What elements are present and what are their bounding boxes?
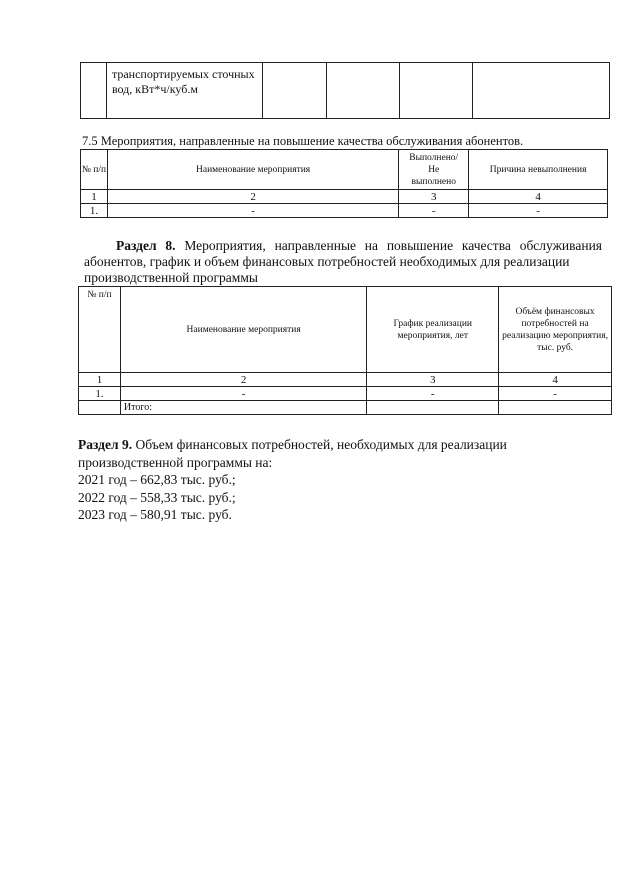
table-row: [79, 387, 612, 401]
year-2021-amount: 2021 год – 662,83 тыс. руб.;: [78, 472, 236, 487]
row-schedule: -: [367, 387, 499, 401]
section-9-label: Раздел 9.: [78, 437, 133, 452]
header-done: [399, 150, 469, 190]
section-8-text: Мероприятия, направленные на повышение качества обслуживания абонентов, график и объем финансовых потребностей необходимых для реализации: [84, 238, 603, 269]
col-number: 4: [469, 190, 608, 204]
section-8-label: Раздел 8.: [116, 238, 176, 253]
section-8-text-last: производственной программы: [84, 270, 258, 285]
col-number: 4: [499, 373, 612, 387]
table-row: [79, 373, 612, 387]
table-cell: [326, 63, 400, 119]
col-number: 3: [367, 373, 499, 387]
row-name: -: [107, 204, 398, 218]
col-number: 2: [120, 373, 366, 387]
col-number: 3: [399, 190, 469, 204]
header-name: Наименование мероприятия: [120, 287, 366, 373]
year-2022-amount: 2022 год – 558,33 тыс. руб.;: [78, 489, 236, 505]
table-cell: [400, 63, 473, 119]
col-number: 2: [107, 190, 398, 204]
table-cell: [81, 63, 107, 119]
section-7-5-table: [80, 149, 608, 218]
col-number: 1: [79, 373, 121, 387]
table-cell: [79, 401, 121, 415]
header-reason: Причина невыполнения: [469, 150, 608, 190]
header-schedule: График реализации мероприятия, лет: [367, 287, 499, 373]
row-no: 1.: [81, 204, 108, 218]
section-9-text-line2: производственной программы на:: [78, 454, 273, 470]
section-8-paragraph: [84, 238, 602, 286]
row-name: -: [120, 387, 366, 401]
row-done: -: [399, 204, 469, 218]
total-label: Итого:: [120, 401, 366, 415]
table-cell: [367, 401, 499, 415]
section-9: [78, 436, 598, 524]
header-no: № п/п: [79, 287, 121, 373]
table-row: [81, 204, 608, 218]
section-9-text-line1: Объем финансовых потребностей, необходимых для реализации: [132, 437, 507, 452]
section-7-5-heading: 7.5 Мероприятия, направленные на повышение качества обслуживания абонентов.: [82, 134, 524, 148]
header-done-line3: выполнено: [411, 176, 456, 187]
table-cell: [499, 401, 612, 415]
header-name: Наименование мероприятия: [107, 150, 398, 190]
previous-table-fragment: [80, 62, 610, 119]
section-8-table: [78, 286, 612, 415]
indicator-name-cell: транспортируемых сточных вод, кВт*ч/куб.м: [106, 63, 262, 119]
year-2023-amount: 2023 год – 580,91 тыс. руб.: [78, 507, 232, 522]
table-cell: [473, 63, 610, 119]
col-number: 1: [81, 190, 108, 204]
header-no: № п/п: [81, 150, 108, 190]
row-volume: -: [499, 387, 612, 401]
row-reason: -: [469, 204, 608, 218]
table-row-total: [79, 401, 612, 415]
header-volume: Объём финансовых потребностей на реализацию мероприятия, тыс. руб.: [499, 287, 612, 373]
table-row: [81, 190, 608, 204]
header-done-line1: Выполнено/: [409, 152, 459, 163]
table-cell: [262, 63, 326, 119]
row-no: 1.: [79, 387, 121, 401]
header-done-line2: Не: [428, 164, 440, 175]
